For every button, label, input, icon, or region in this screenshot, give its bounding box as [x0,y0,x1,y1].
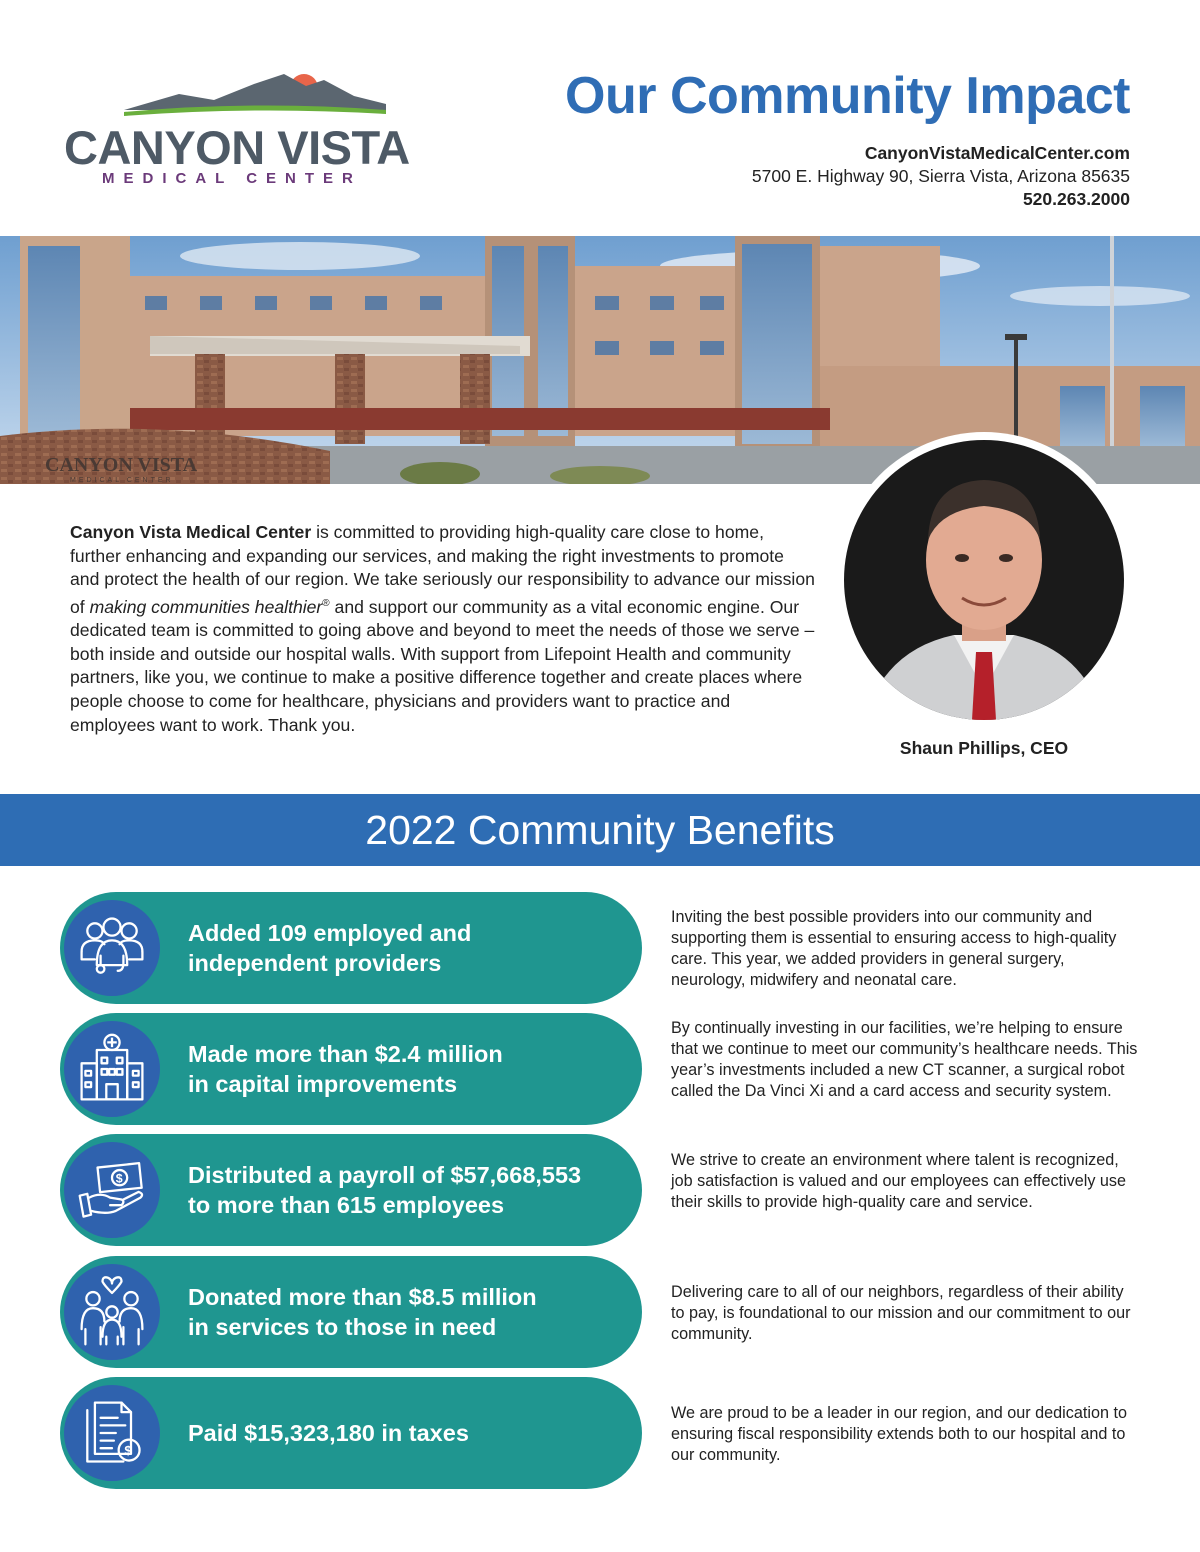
family-heart-icon-circle [64,1264,160,1360]
intro-org-name: Canyon Vista Medical Center [70,522,312,542]
intro-mission: making communities healthier [89,596,323,617]
benefits-banner: 2022 Community Benefits [0,794,1200,866]
tax-document-icon [74,1395,150,1471]
registered-mark: ® [322,597,330,609]
benefit-description: We are proud to be a leader in our region, and our dedication to ensuring fiscal responsibility extends both to our hospital and to our community. [671,1404,1127,1464]
canyon-vista-logo [62,68,410,198]
address: 5700 E. Highway 90, Sierra Vista, Arizona 85635 [751,166,1130,186]
svg-text:$: $ [115,1171,123,1186]
benefit-headline-line1: Distributed a payroll of $57,668,553 [188,1162,582,1188]
hand-money-icon [74,1152,150,1228]
providers-icon [74,910,150,986]
hospital-building-icon-circle [64,1021,160,1117]
contact-block [752,142,1130,211]
benefit-pill-taxes [60,1377,642,1489]
page-title: Our Community Impact [565,67,1130,125]
benefit-headline-line2: independent providers [188,950,442,976]
benefit-headline-line1: Paid $15,323,180 in taxes [188,1420,469,1446]
intro-text-part-a: is committed to providing high-quality care close to home, further enhancing and expanding our services, and making the right investments to promote and protect the health of our region. We take seriously our responsibility to advance our mission of [70,522,815,617]
ceo-portrait [836,432,1132,728]
hero-sign-text: CANYON VISTA [45,454,198,476]
brand-subtitle: MEDICAL CENTER [102,170,362,187]
tax-document-icon-circle [64,1385,160,1481]
benefit-description: By continually investing in our facilities, we’re helping to ensure that we continue to meet our community’s healthcare needs. This year’s investments included a new CT scanner, a surgical robot called the Da Vinci Xi and a card access and security system. [671,1019,1138,1100]
benefit-headline-line2: to more than 615 employees [188,1192,505,1218]
benefit-pill-payroll [60,1134,642,1246]
ceo-caption: Shaun Phillips, CEO [899,738,1069,758]
website-link[interactable]: CanyonVistaMedicalCenter.com [864,143,1130,163]
svg-text:$: $ [124,1442,132,1458]
benefit-headline-line2: in services to those in need [188,1314,497,1340]
benefit-description: Delivering care to all of our neighbors, regardless of their ability to pay, is foundational to our mission and our commitment to our community. [671,1283,1131,1343]
benefit-description: We strive to create an environment where talent is recognized, job satisfaction is valued and our employees can effectively use their skills to provide high-quality care and service. [671,1151,1127,1211]
mountain-sun-logo-icon [124,70,394,118]
brand-name: CANYON VISTA [64,121,410,174]
benefit-pill-capital [60,1013,642,1125]
benefit-description: Inviting the best possible providers into our community and supporting them is essential to ensuring access to high-quality care. This year, we added providers in general surgery, neurology, midwifery and neonatal care. [671,908,1117,989]
intro-text-part-b: and support our community as a vital economic engine. Our dedicated team is committed to going above and beyond to meet the needs of those we serve – both inside and outside our hospital walls. With support from Lifepoint Health and community partners, like you, we continue to make a positive difference together and create places where people choose to come for healthcare, physicians and providers want to practice and employees want to work. Thank you. [70,596,815,735]
phone-number[interactable]: 520.263.2000 [1022,189,1130,209]
benefit-headline-line1: Made more than $2.4 million [188,1041,503,1067]
family-heart-icon [74,1274,150,1350]
benefit-pill-providers [60,892,642,1004]
benefit-pill-donations [60,1256,642,1368]
benefit-headline-line2: in capital improvements [188,1071,458,1097]
benefit-headline-line1: Added 109 employed and [188,920,472,946]
benefit-headline-line1: Donated more than $8.5 million [188,1284,537,1310]
intro-paragraph [70,521,815,737]
hand-money-icon-circle [64,1142,160,1238]
hero-sign-subtext: MEDICAL CENTER [70,477,174,484]
providers-icon-circle [64,900,160,996]
hospital-building-icon [74,1031,150,1107]
